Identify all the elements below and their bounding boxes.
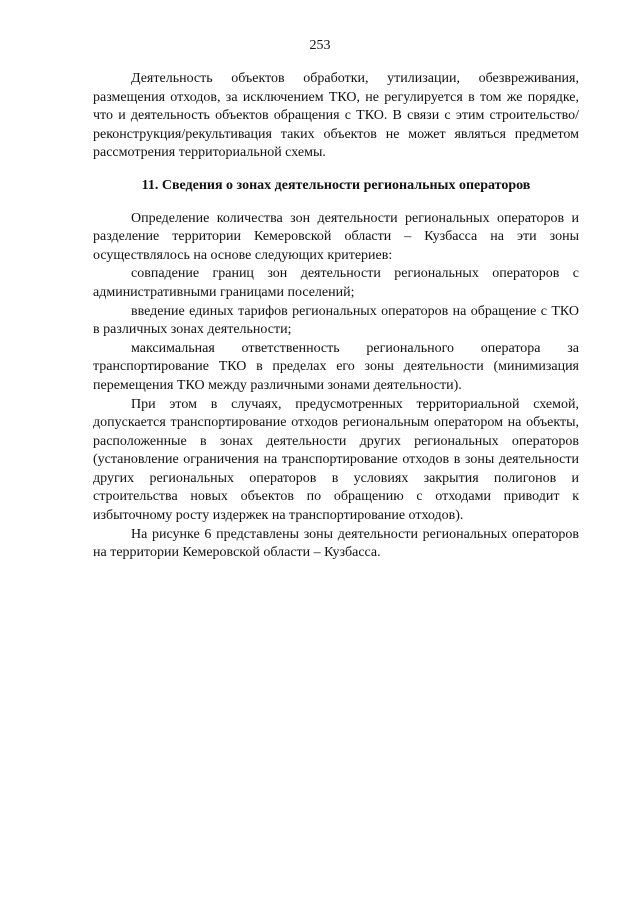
section-heading: 11. Сведения о зонах деятельности региональных операторов (141, 177, 531, 193)
document-body (93, 70, 579, 563)
criterion-item: максимальная ответственность регионального оператора за транспортирование ТКО в пределах его зоны деятельности (минимизация перемещения ТКО между различными зонами деятельности). (93, 340, 579, 393)
paragraph: Определение количества зон деятельности региональных операторов и разделение территории Кемеровской области – Кузбасса на эти зоны осуществлялось на основе следующих критериев: (93, 210, 579, 263)
paragraph: На рисунке 6 представлены зоны деятельности региональных операторов на территории Кемеровской области – Кузбасса. (93, 526, 579, 561)
criterion-item: введение единых тарифов региональных операторов на обращение с ТКО в различных зонах деятельности; (93, 303, 579, 338)
paragraph: Деятельность объектов обработки, утилизации, обезвреживания, размещения отходов, за исключением ТКО, не регулируется в том же порядке, что и деятельность объектов обращения с ТКО. В связи с этим строительство/реконструкция/рекультивация таких объектов не может являться предметом рассмотрения территориальной схемы. (93, 71, 579, 161)
page-number: 253 (309, 38, 331, 53)
criterion-item: совпадение границ зон деятельности региональных операторов с административными границами поселений; (93, 266, 579, 300)
paragraph: При этом в случаях, предусмотренных территориальной схемой, допускается транспортирование отходов региональным оператором на объекты, расположенные в зонах деятельности других региональных операторов (установление ограничения на транспортирование отходов в зоны деятельности других региональных операторов в условиях закрытия полигонов и строительства новых объектов по обращению с отходами приводит к избыточному росту издержек на транспортирование отходов). (93, 396, 579, 524)
